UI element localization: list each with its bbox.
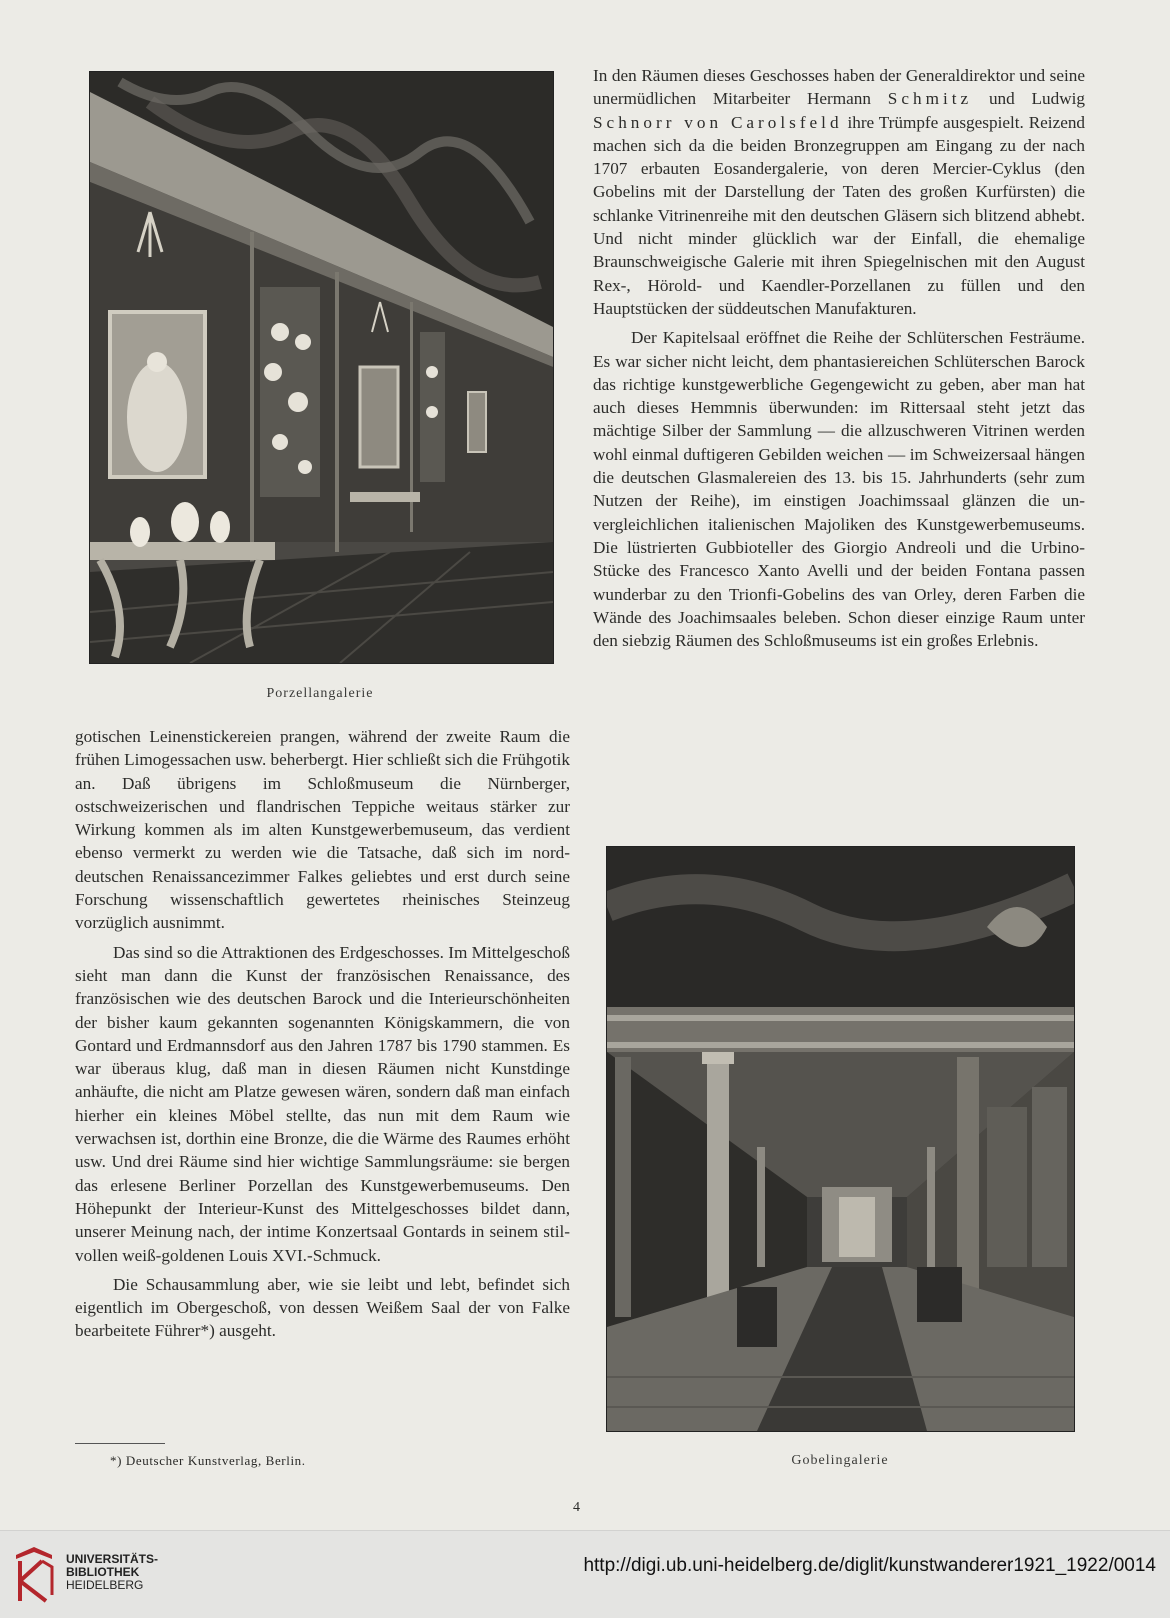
porzellangalerie-photo xyxy=(89,71,554,664)
library-footer xyxy=(0,1530,1170,1618)
right-paragraph-1-start: In den Räumen dieses Geschosses haben der Generaldirektor und seine unermüdlichen Mitarbeiter Hermann xyxy=(593,66,1085,109)
right-paragraph-1-und: und Ludwig xyxy=(988,89,1086,109)
institution-line-2: BIBLIOTHEK xyxy=(66,1565,140,1579)
page-number: 4 xyxy=(573,1500,580,1515)
institution-line-1: UNIVERSITÄTS- xyxy=(66,1552,159,1566)
institution-name xyxy=(66,1553,158,1592)
institution-line-3: HEIDELBERG xyxy=(66,1578,144,1592)
name-schnorr: Schnorr von Carolsfeld xyxy=(593,112,843,132)
porzellangalerie-caption: Porzellangalerie xyxy=(266,686,374,701)
right-paragraph-1-rest: ihre Trümpfe ausgespielt. Reizend machen sich da die beiden Bronzegruppen am Eingang zu der nach 1707 erbauten Eosandergalerie, von deren Mercier-Cyklus (den Gobelins mit der Darstellung der Taten des großen Kurfürsten) die schlanke Vitrinenreihe mit den deutschen Gläsern sich blitzend abhebt. Und nicht minder glücklich war der Einfall, die ehemalige Braunschweigische Galerie mit ihren Spiegelnischen mit den August Rex-, Hörold- und Kaendler-Porzellanen zu füllen und den Hauptstücken der süddeutschen Manufakturen. xyxy=(593,112,1086,318)
left-paragraph-2: Das sind so die Attraktionen des Erdgeschosses. Im Mittelgeschoß sieht man dann die Kunst der französischen Renaissance, des französischen wie des deutschen Barock und die Interieurschönheiten der bisher kaum gekannten sogenannten Königskammern, die von Gontard und Erdmannsdorf aus den Jahren 1787 bis 1790 stammen. Es war überaus klug, daß man in diesen Räumen nicht Kunstdinge anhäufte, die nicht am Platze gewesen wären, sondern daß man einfach hierher ein kleines Möbel stellte, das nun mit dem Raum wie verwachsen ist, dorthin eine Bronze, die die Wärme des Raumes erhöht usw. Und drei Räume sind hier wichtige Sammlungsräume: sie bergen das erlesene Berliner Porzellan des Kunstgewerbemuseums. Den Höhepunkt der Interieur-Kunst des Mittelgeschosses bildet dann, unserer Meinung nach, der intime Konzertsaal Gontards in seinem stilvollen weiß-goldenen Louis XVI.-Schmuck. xyxy=(75,942,570,1265)
left-paragraph-3: Die Schausammlung aber, wie sie leibt und lebt, befindet sich eigentlich im Obergeschoß, von dessen Weißem Saal der von Falke bearbeitete Führer*) ausgeht. xyxy=(75,1274,570,1341)
permalink-url[interactable]: http://digi.ub.uni-heidelberg.de/diglit/kunstwanderer1921_1922/0014 xyxy=(583,1555,1156,1576)
right-paragraph-1 xyxy=(593,64,1085,320)
right-paragraph-2: Der Kapitelsaal eröffnet die Reihe der Schlüterschen Festräume. Es war sicher nicht leicht, dem phantasiereichen Schlüterschen Barock das richtige kunstgewerbliche Gegengewicht zu geben, aber man hat auch dieses Hemmnis überwunden: im Rittersaal steht jetzt das mächtige Silber der Sammlung — die allzuschweren Vitrinen werden wohl einmal duftigeren Gebilden weichen — im Schweizersaal hängen die deutschen Glasmalereien des 13. bis 15. Jahrhunderts (sehr zum Nutzen der Reihe), im einstigen Joachimssaal glänzen die unvergleichlichen italienischen Majoliken des Kunstgewerbemuseums. Die lüstrierten Gubbioteller des Giorgio Andreoli und die Urbino-Stücke des Francesco Xanto Avelli und der beiden Fontana passen wunderbar zu den Trionfi-Gobelins des van Orley, deren Farben die Wände des Joachimsaales beleben. Schon dieser einzige Raum unter den siebzig Räumen des Schloßmuseums ist ein großes Erlebnis. xyxy=(593,328,1085,651)
right-column xyxy=(593,64,1085,652)
footnote: *) Deutscher Kunstverlag, Berlin. xyxy=(110,1453,306,1468)
footnote-rule xyxy=(75,1443,165,1444)
left-column xyxy=(75,725,570,1343)
gobelingalerie-photo xyxy=(606,846,1075,1432)
name-schmitz: Schmitz xyxy=(887,89,973,109)
gobelingalerie-caption: Gobelingalerie xyxy=(791,1453,889,1468)
heidelberg-library-logo-icon[interactable] xyxy=(12,1545,56,1605)
left-paragraph-1: gotischen Leinenstickereien prangen, während der zweite Raum die frühen Limogessachen usw. beherbergt. Hier schließt sich die Frühgotik an. Daß übrigens im Schloßmuseum die Nürnberger, ostschweizerischen und flandrischen Teppiche weitaus stärker zur Wirkung kommen als im alten Kunstgewerbemuseum, das verdient ebenso vermerkt zu werden wie die Tatsache, daß sich im norddeutschen Renaissancezimmer Falkes geliebtes und erst durch seine Forschung wissenschaftlich gewertetes rheinisches Steinzeug vorzüglich ausnimmt. xyxy=(75,727,570,933)
